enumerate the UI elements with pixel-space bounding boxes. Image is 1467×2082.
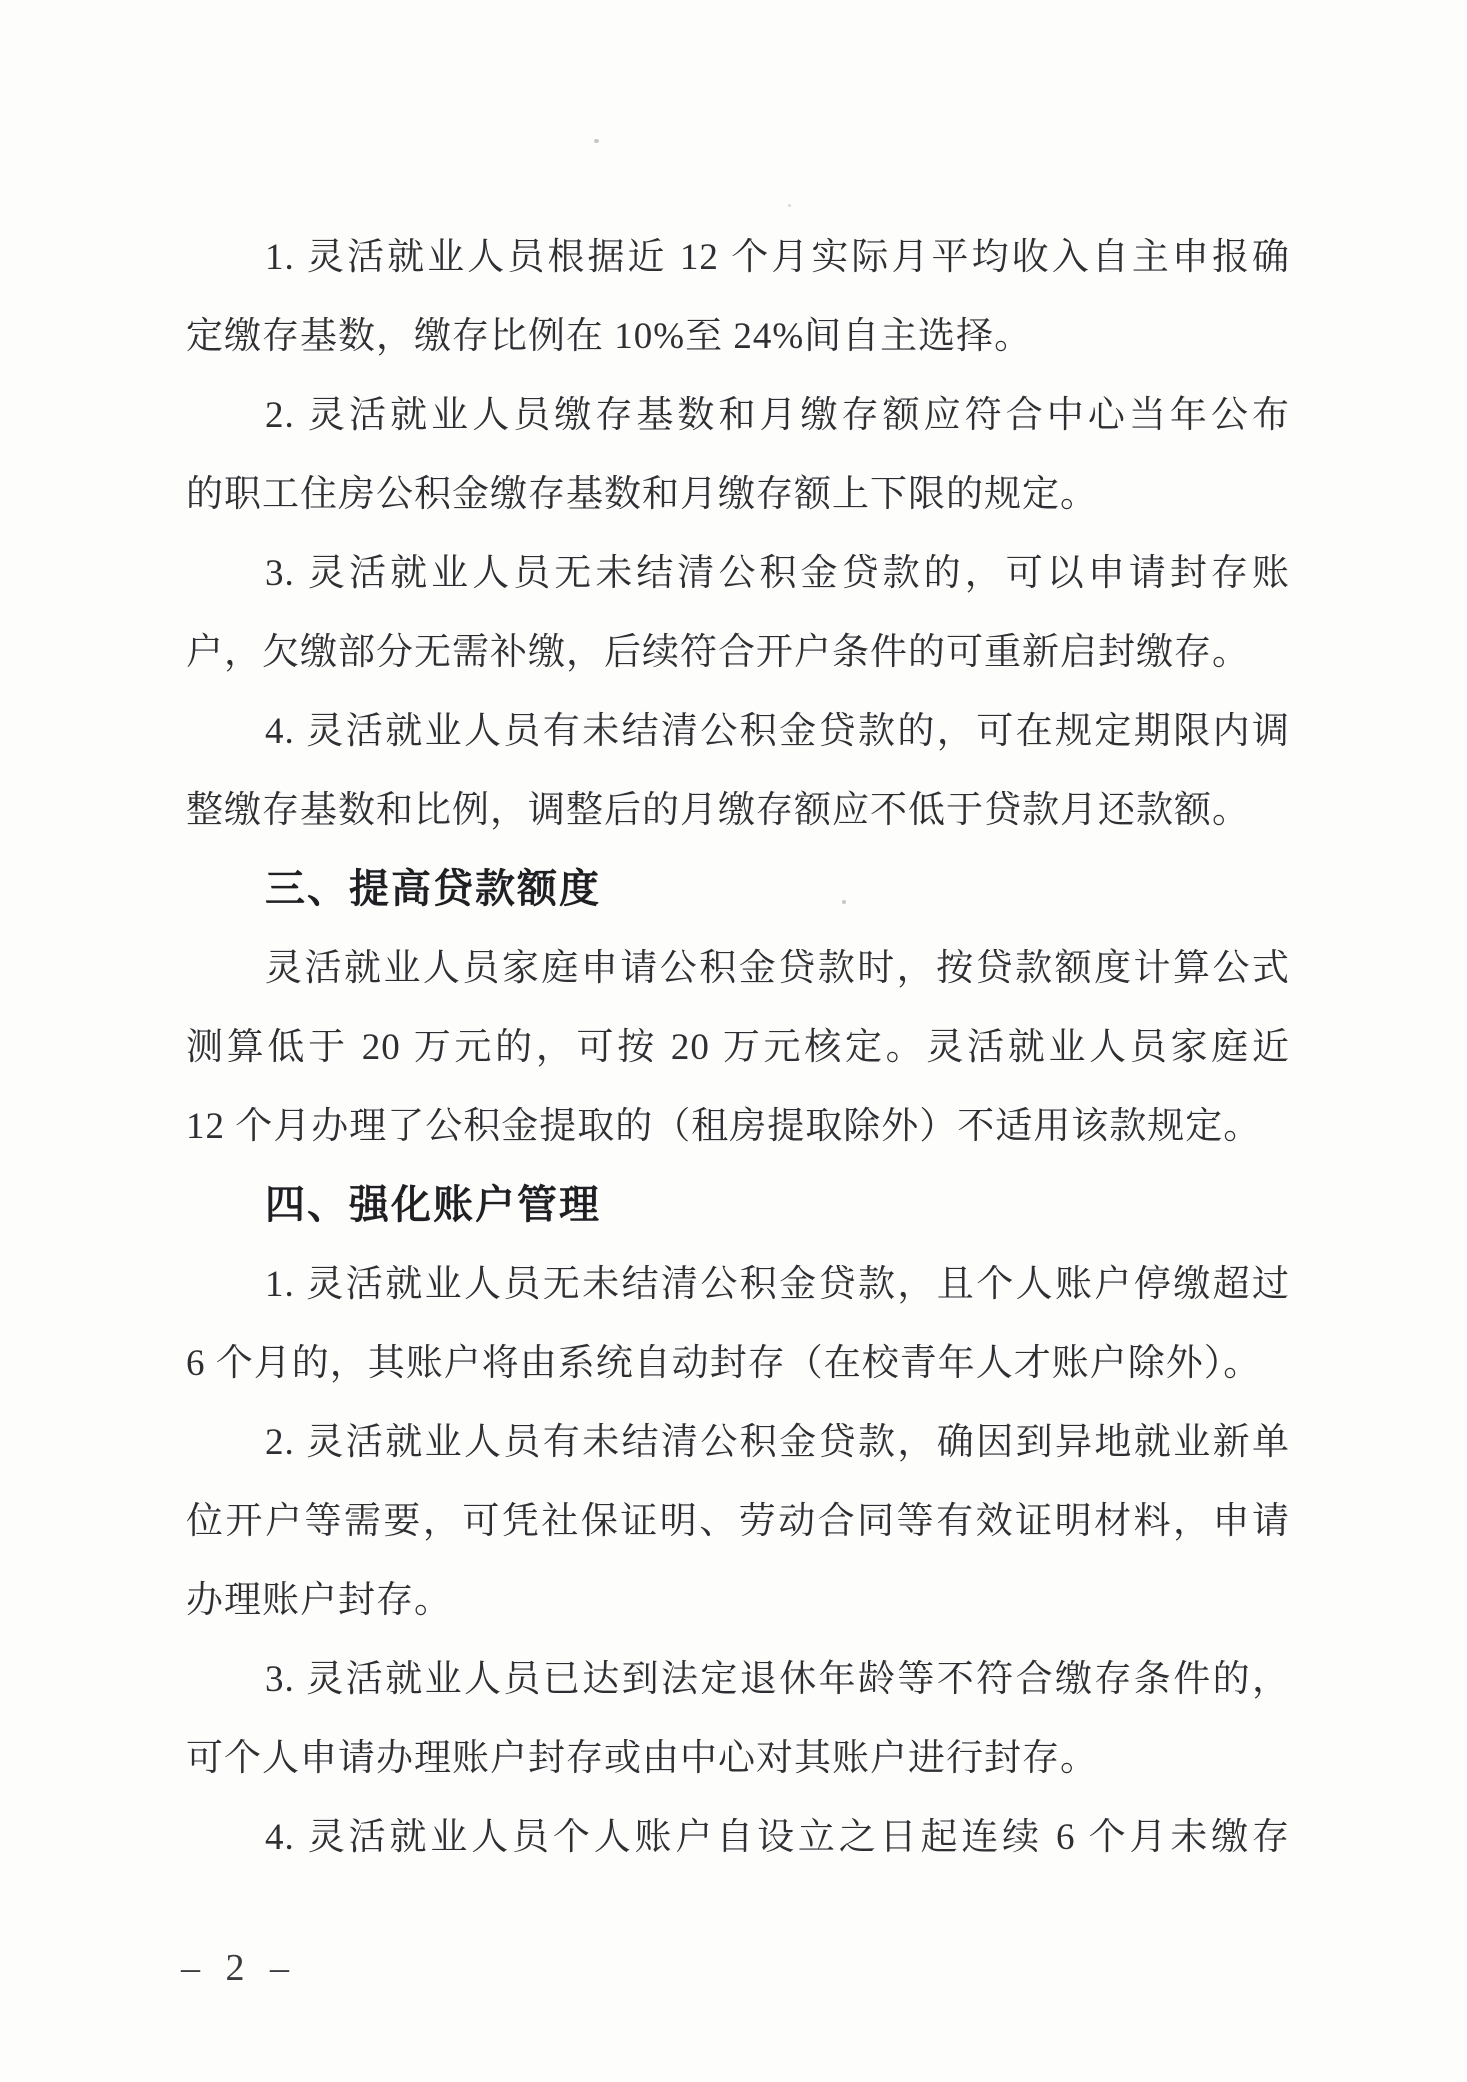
text-line: 1. 灵活就业人员无未结清公积金贷款，且个人账户停缴超过 <box>265 1264 1290 1305</box>
text-line: 3. 灵活就业人员无未结清公积金贷款的，可以申请封存账 <box>265 553 1290 594</box>
scan-artifact <box>594 139 599 143</box>
section-heading-4: 四、强化账户管理 <box>265 1183 601 1227</box>
text-line: 整缴存基数和比例，调整后的月缴存额应不低于贷款月还款额。 <box>186 790 1250 831</box>
text-line: 12 个月办理了公积金提取的（租房提取除外）不适用该款规定。 <box>186 1106 1262 1147</box>
text-line: 的职工住房公积金缴存基数和月缴存额上下限的规定。 <box>186 474 1098 515</box>
text-line: 2. 灵活就业人员缴存基数和月缴存额应符合中心当年公布 <box>265 395 1290 436</box>
text-line: 6 个月的，其账户将由系统自动封存（在校青年人才账户除外）。 <box>186 1343 1262 1384</box>
text-line: 4. 灵活就业人员个人账户自设立之日起连续 6 个月未缴存 <box>265 1817 1290 1858</box>
text-line: 测算低于 20 万元的，可按 20 万元核定。灵活就业人员家庭近 <box>186 1027 1290 1068</box>
text-line: 4. 灵活就业人员有未结清公积金贷款的，可在规定期限内调 <box>265 711 1290 752</box>
scan-artifact <box>842 900 846 904</box>
text-line: 灵活就业人员家庭申请公积金贷款时，按贷款额度计算公式 <box>265 948 1290 989</box>
text-line: 户，欠缴部分无需补缴，后续符合开户条件的可重新启封缴存。 <box>186 632 1250 673</box>
scan-artifact <box>788 204 791 207</box>
text-line: 位开户等需要，可凭社保证明、劳动合同等有效证明材料，申请 <box>186 1501 1290 1542</box>
section-heading-3: 三、提高贷款额度 <box>265 867 601 911</box>
text-line: 3. 灵活就业人员已达到法定退休年龄等不符合缴存条件的， <box>265 1659 1290 1700</box>
text-line: 1. 灵活就业人员根据近 12 个月实际月平均收入自主申报确 <box>265 237 1290 278</box>
page-number: – 2 – <box>181 1947 297 1989</box>
text-line: 办理账户封存。 <box>186 1580 452 1621</box>
text-line: 可个人申请办理账户封存或由中心对其账户进行封存。 <box>186 1738 1098 1779</box>
text-line: 定缴存基数，缴存比例在 10%至 24%间自主选择。 <box>186 316 1033 357</box>
text-line: 2. 灵活就业人员有未结清公积金贷款，确因到异地就业新单 <box>265 1422 1290 1463</box>
document-body <box>186 218 1290 1877</box>
